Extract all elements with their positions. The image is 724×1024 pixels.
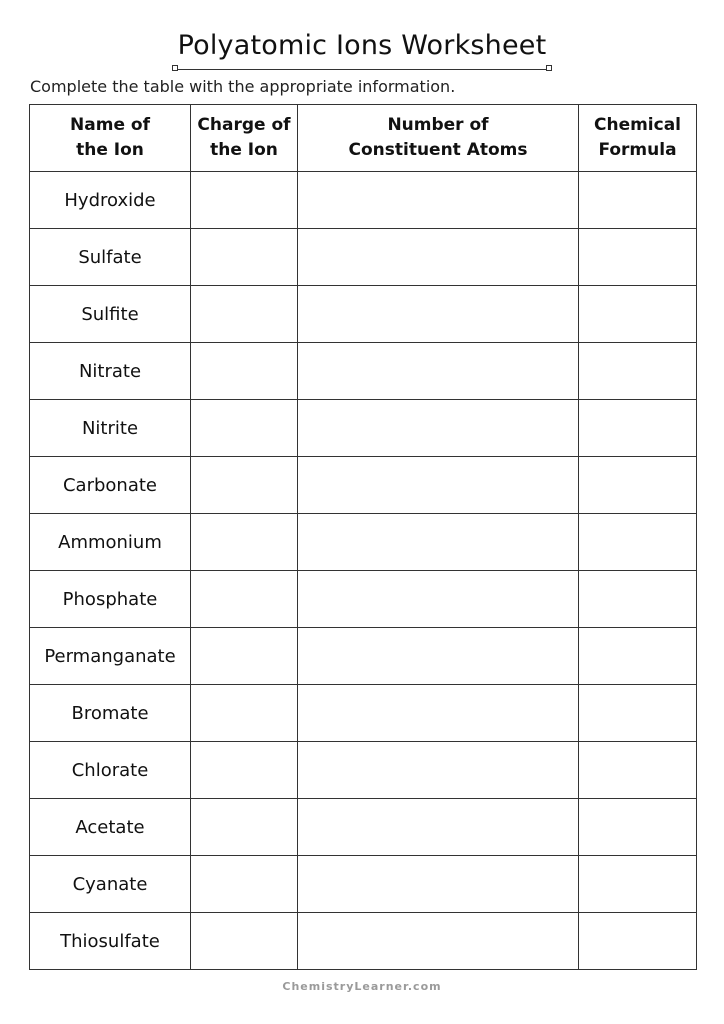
formula-answer-cell[interactable]	[579, 628, 697, 685]
table-header-row	[30, 105, 697, 172]
header-label-line-2: Constituent Atoms	[348, 140, 528, 160]
ion-name-cell: Hydroxide	[30, 172, 191, 229]
instructions-text: Complete the table with the appropriate information.	[30, 77, 456, 96]
atoms-answer-cell[interactable]	[298, 799, 579, 856]
ion-name-cell: Permanganate	[30, 628, 191, 685]
table-row	[30, 343, 697, 400]
table-row	[30, 229, 697, 286]
atoms-answer-cell[interactable]	[298, 628, 579, 685]
ion-name-cell: Nitrate	[30, 343, 191, 400]
charge-answer-cell[interactable]	[191, 628, 298, 685]
table-row	[30, 400, 697, 457]
header-label-line-1: Charge of	[197, 115, 291, 135]
charge-answer-cell[interactable]	[191, 457, 298, 514]
ion-name-cell: Ammonium	[30, 514, 191, 571]
ion-name-cell: Phosphate	[30, 571, 191, 628]
charge-answer-cell[interactable]	[191, 172, 298, 229]
ion-name-cell: Sulfite	[30, 286, 191, 343]
formula-answer-cell[interactable]	[579, 457, 697, 514]
table-row	[30, 685, 697, 742]
formula-answer-cell[interactable]	[579, 400, 697, 457]
atoms-answer-cell[interactable]	[298, 229, 579, 286]
table-row	[30, 742, 697, 799]
atoms-answer-cell[interactable]	[298, 856, 579, 913]
charge-answer-cell[interactable]	[191, 856, 298, 913]
ion-name-cell: Chlorate	[30, 742, 191, 799]
title-underline-right-handle	[546, 65, 552, 71]
ion-name-cell: Cyanate	[30, 856, 191, 913]
atoms-answer-cell[interactable]	[298, 913, 579, 970]
atoms-answer-cell[interactable]	[298, 514, 579, 571]
atoms-answer-cell[interactable]	[298, 286, 579, 343]
formula-answer-cell[interactable]	[579, 229, 697, 286]
atoms-answer-cell[interactable]	[298, 571, 579, 628]
formula-answer-cell[interactable]	[579, 742, 697, 799]
charge-answer-cell[interactable]	[191, 913, 298, 970]
table-row	[30, 286, 697, 343]
ion-name-cell: Carbonate	[30, 457, 191, 514]
page-title: Polyatomic Ions Worksheet	[177, 30, 547, 61]
charge-answer-cell[interactable]	[191, 571, 298, 628]
header-label-line-2: Formula	[598, 140, 677, 160]
header-name-of-ion	[30, 105, 191, 172]
header-label-line-1: Number of	[387, 115, 489, 135]
source-watermark: ChemistryLearner.com	[282, 980, 442, 993]
charge-answer-cell[interactable]	[191, 514, 298, 571]
formula-answer-cell[interactable]	[579, 856, 697, 913]
atoms-answer-cell[interactable]	[298, 742, 579, 799]
table-row	[30, 856, 697, 913]
atoms-answer-cell[interactable]	[298, 457, 579, 514]
header-label-line-1: Name of	[70, 115, 150, 135]
header-chemical-formula	[579, 105, 697, 172]
header-number-of-atoms	[298, 105, 579, 172]
title-underline	[175, 69, 549, 70]
atoms-answer-cell[interactable]	[298, 400, 579, 457]
ion-name-cell: Acetate	[30, 799, 191, 856]
atoms-answer-cell[interactable]	[298, 685, 579, 742]
table-row	[30, 913, 697, 970]
formula-answer-cell[interactable]	[579, 685, 697, 742]
charge-answer-cell[interactable]	[191, 229, 298, 286]
table-row	[30, 172, 697, 229]
ion-name-cell: Nitrite	[30, 400, 191, 457]
formula-answer-cell[interactable]	[579, 913, 697, 970]
atoms-answer-cell[interactable]	[298, 343, 579, 400]
formula-answer-cell[interactable]	[579, 286, 697, 343]
header-label-line-1: Chemical	[593, 115, 682, 135]
header-charge-of-ion	[191, 105, 298, 172]
charge-answer-cell[interactable]	[191, 343, 298, 400]
ion-name-cell: Sulfate	[30, 229, 191, 286]
formula-answer-cell[interactable]	[579, 514, 697, 571]
table-row	[30, 457, 697, 514]
table-row	[30, 571, 697, 628]
formula-answer-cell[interactable]	[579, 799, 697, 856]
charge-answer-cell[interactable]	[191, 799, 298, 856]
polyatomic-ions-table	[29, 104, 697, 970]
formula-answer-cell[interactable]	[579, 571, 697, 628]
table-row	[30, 628, 697, 685]
charge-answer-cell[interactable]	[191, 685, 298, 742]
formula-answer-cell[interactable]	[579, 343, 697, 400]
atoms-answer-cell[interactable]	[298, 172, 579, 229]
ion-name-cell: Thiosulfate	[30, 913, 191, 970]
charge-answer-cell[interactable]	[191, 286, 298, 343]
title-underline-left-handle	[172, 65, 178, 71]
formula-answer-cell[interactable]	[579, 172, 697, 229]
header-label-line-2: the Ion	[210, 140, 278, 160]
charge-answer-cell[interactable]	[191, 400, 298, 457]
header-label-line-2: the Ion	[76, 140, 144, 160]
charge-answer-cell[interactable]	[191, 742, 298, 799]
table-row	[30, 799, 697, 856]
table-row	[30, 514, 697, 571]
ion-name-cell: Bromate	[30, 685, 191, 742]
